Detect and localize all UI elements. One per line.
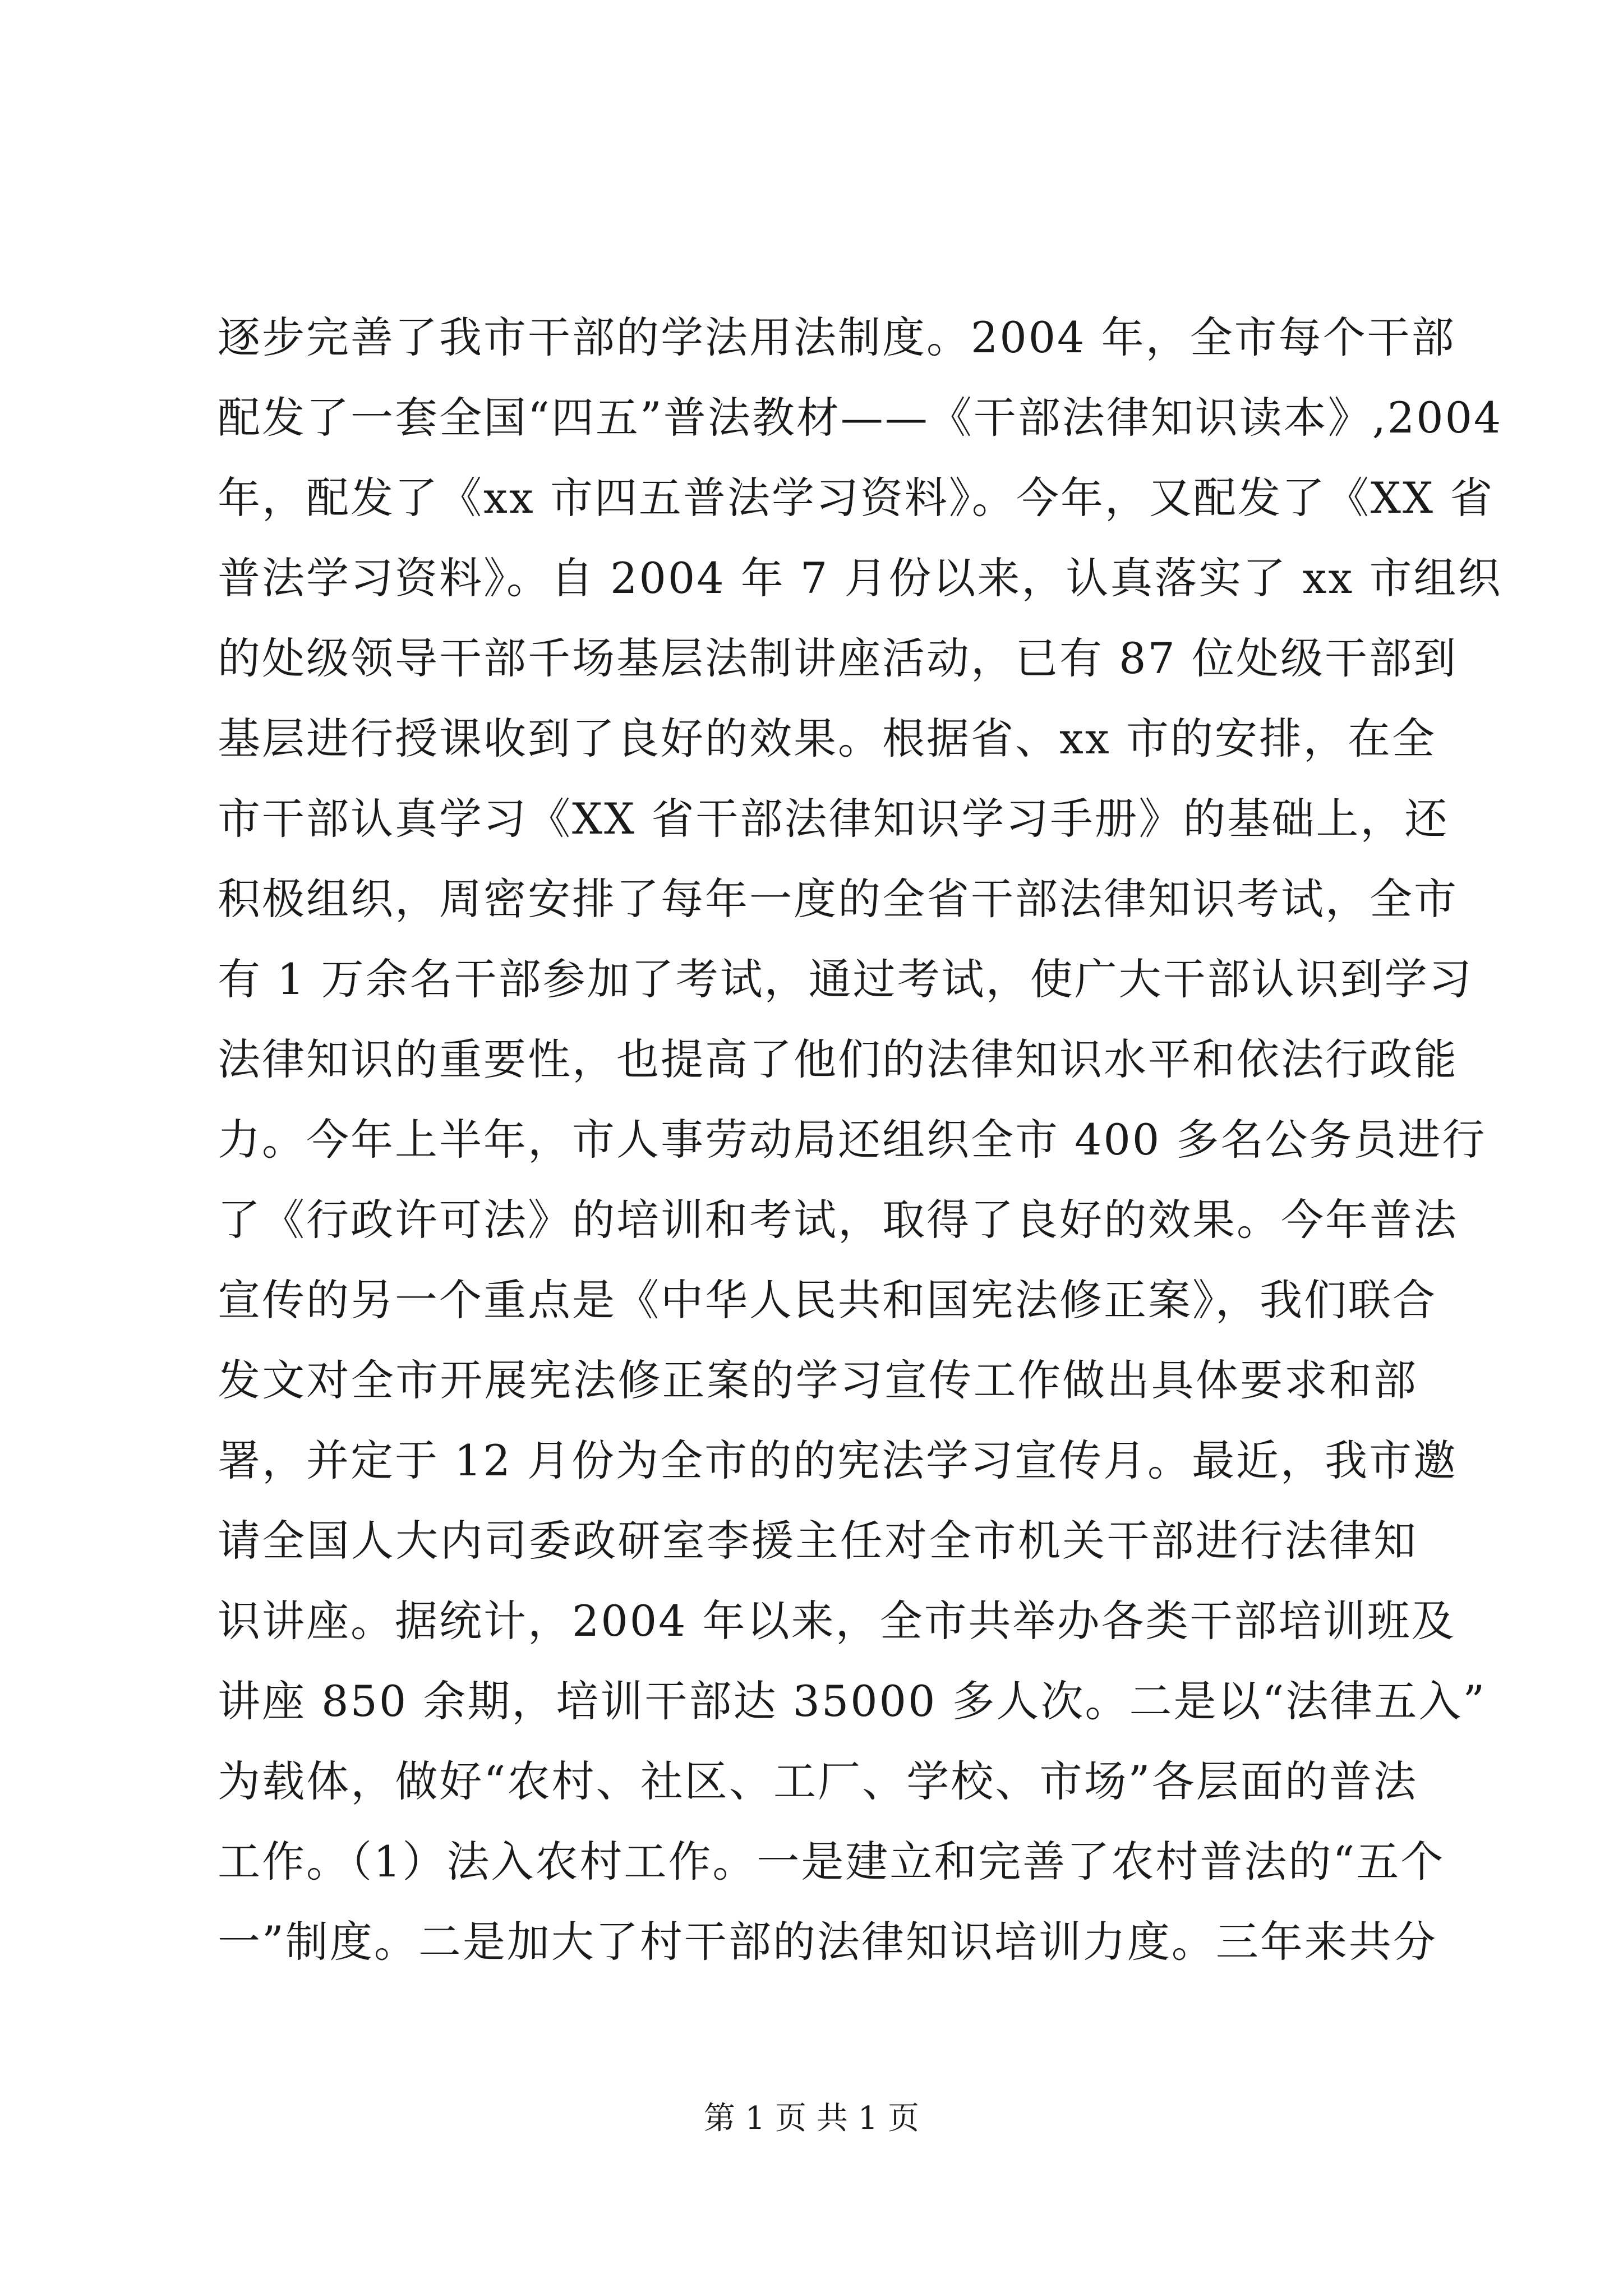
text-line: 了《行政许可法》的培训和考试，取得了良好的效果。今年普法 [218,1195,1458,1245]
text-line: 市干部认真学习《XX 省干部法律知识学习手册》的基础上，还 [218,794,1449,844]
text-line: 配发了一套全国“四五”普法教材——《干部法律知识读本》,2004 [218,393,1503,443]
text-line: 有 1 万余名干部参加了考试，通过考试，使广大干部认识到学习 [218,954,1473,1004]
page-number-footer: 第 1 页 共 1 页 [703,2100,920,2137]
text-line: 请全国人大内司委政研室李援主任对全市机关干部进行法律知 [218,1516,1418,1566]
text-line: 法律知识的重要性，也提高了他们的法律知识水平和依法行政能 [218,1034,1458,1084]
text-line: 一”制度。二是加大了村干部的法律知识培训力度。三年来共分 [218,1917,1437,1967]
text-line: 署，并定于 12 月份为全市的的宪法学习宣传月。最近，我市邀 [218,1435,1458,1485]
text-line: 普法学习资料》。自 2004 年 7 月份以来，认真落实了 xx 市组织 [218,553,1502,603]
text-line: 识讲座。据统计，2004 年以来，全市共举办各类干部培训班及 [218,1596,1456,1646]
text-line: 力。今年上半年，市人事劳动局还组织全市 400 多名公务员进行 [218,1115,1487,1165]
text-line: 积极组织，周密安排了每年一度的全省干部法律知识考试，全市 [218,874,1458,924]
text-line: 发文对全市开展宪法修正案的学习宣传工作做出具体要求和部 [218,1355,1418,1405]
text-line: 为载体，做好“农村、社区、工厂、学校、市场”各层面的普法 [218,1756,1418,1806]
text-line: 年，配发了《xx 市四五普法学习资料》。今年，又配发了《XX 省 [218,473,1495,523]
text-line: 基层进行授课收到了良好的效果。根据省、xx 市的安排，在全 [218,714,1436,763]
body-text [218,297,1503,1982]
text-line: 工作。（1）法入农村工作。一是建立和完善了农村普法的“五个 [218,1837,1445,1887]
text-line: 逐步完善了我市干部的学法用法制度。2004 年，全市每个干部 [218,312,1456,362]
text-line: 的处级领导干部千场基层法制讲座活动，已有 87 位处级干部到 [218,633,1458,683]
text-line: 宣传的另一个重点是《中华人民共和国宪法修正案》，我们联合 [218,1275,1437,1325]
text-line: 讲座 850 余期，培训干部达 35000 多人次。二是以“法律五入” [218,1676,1487,1726]
